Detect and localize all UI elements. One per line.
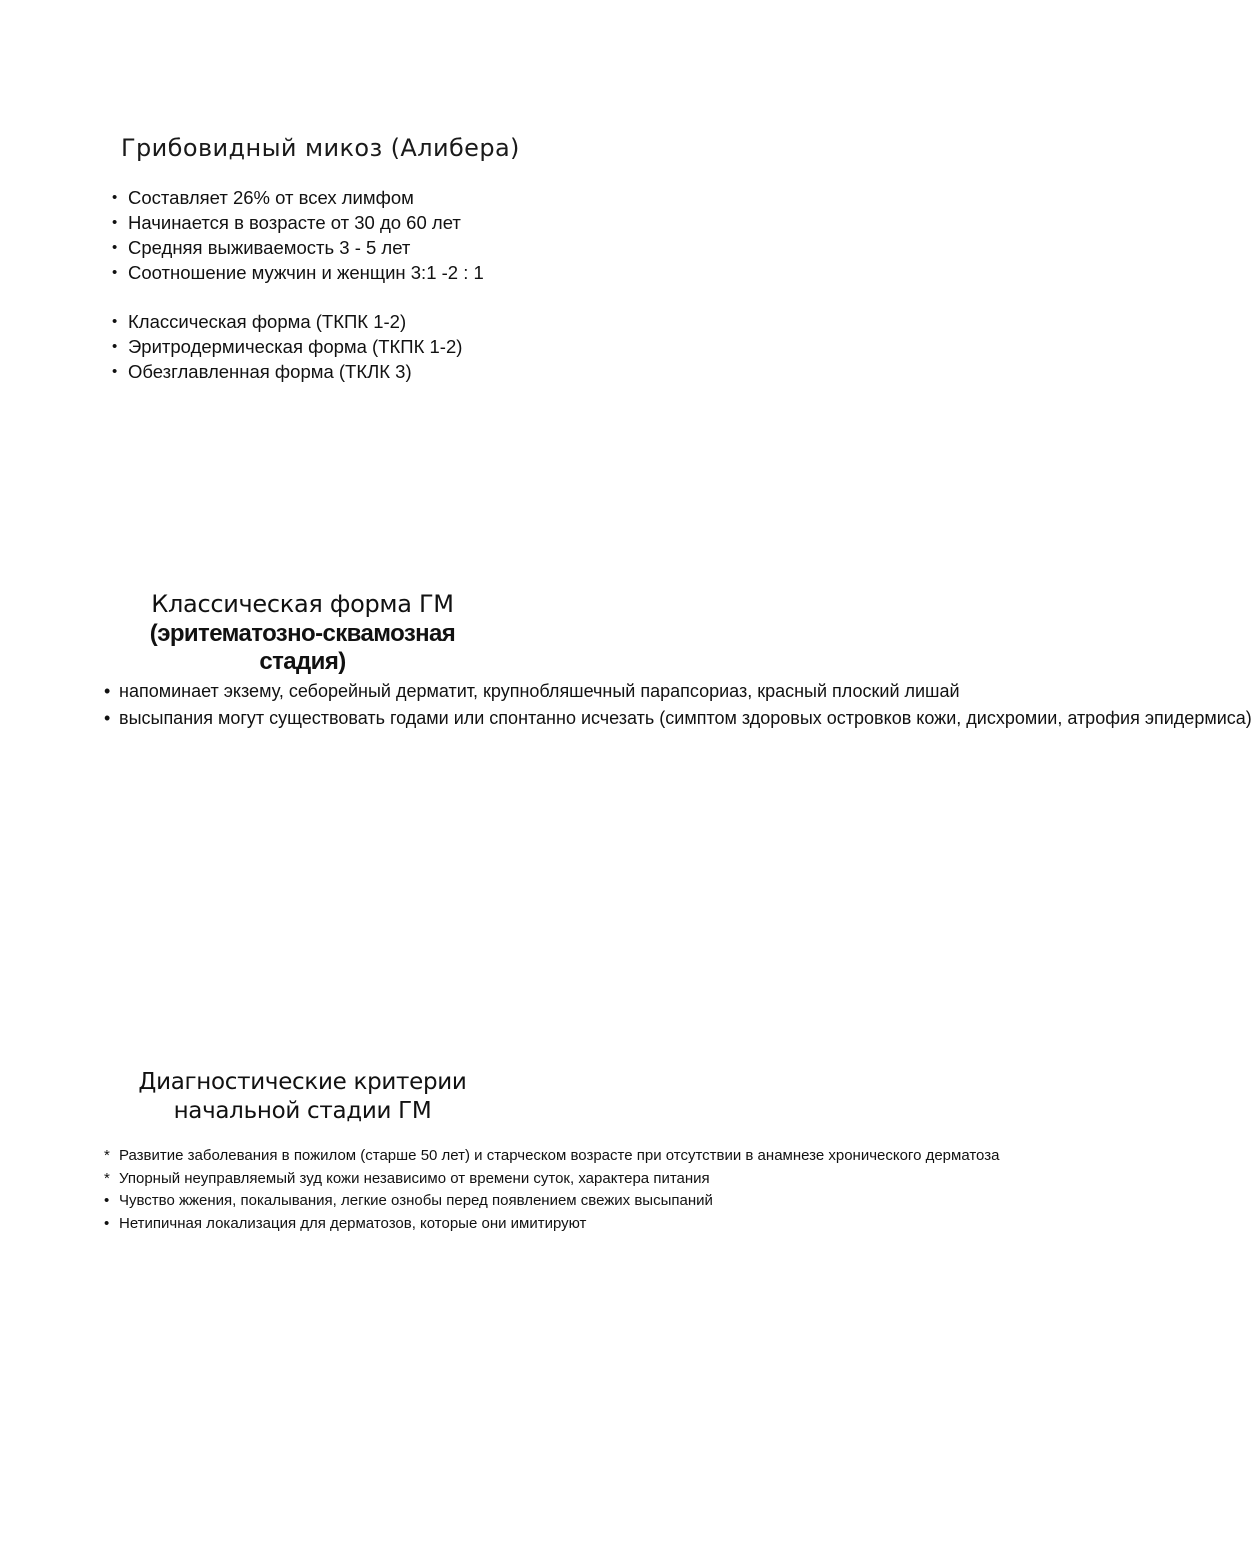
list-item: • Соотношение мужчин и женщин 3:1 -2 : 1 bbox=[112, 262, 484, 283]
asterisk-marker: * bbox=[104, 1169, 110, 1187]
list-item: • Эритродермическая форма (ТКПК 1-2) bbox=[112, 336, 463, 357]
bullet-icon: • bbox=[112, 214, 118, 231]
slide-1-title: Грибовидный микоз (Алибера) bbox=[121, 134, 520, 162]
stats-list bbox=[112, 185, 484, 285]
list-item: * Упорный неуправляемый зуд кожи независимо от времени суток, характера питания bbox=[104, 1169, 710, 1187]
forms-list bbox=[112, 309, 462, 384]
list-item: • Начинается в возрасте от 30 до 60 лет bbox=[112, 212, 461, 233]
list-item: • напоминает экзему, себорейный дерматит, крупнобляшечный парапсориаз, красный плоский лишай bbox=[104, 681, 960, 701]
bullet-icon: • bbox=[104, 1192, 110, 1209]
slide-3-title: Диагностические критерии начальной стадии ГМ bbox=[138, 1069, 467, 1124]
asterisk-marker: * bbox=[104, 1147, 110, 1164]
list-item: * Развитие заболевания в пожилом (старше 50 лет) и старческом возрасте при отсутствии в анамнезе хронического дерматоза bbox=[104, 1147, 1000, 1164]
bullet-icon: • bbox=[112, 363, 118, 380]
bullet-icon: • bbox=[112, 239, 118, 256]
bullet-icon: • bbox=[112, 338, 118, 355]
list-item: • Обезглавленная форма (ТКЛК 3) bbox=[112, 361, 412, 382]
list-item: • Классическая форма (ТКПК 1-2) bbox=[112, 311, 407, 332]
list-item: • Чувство жжения, покалывания, легкие ознобы перед появлением свежих высыпаний bbox=[104, 1192, 713, 1209]
bullet-icon: • bbox=[112, 264, 118, 281]
list-item: • Нетипичная локализация для дерматозов, которые они имитируют bbox=[104, 1214, 587, 1232]
bullet-icon: • bbox=[104, 681, 111, 701]
bullet-icon: • bbox=[112, 313, 118, 330]
list-item: • Составляет 26% от всех лимфом bbox=[112, 187, 414, 208]
list-item: • Средняя выживаемость 3 - 5 лет bbox=[112, 237, 411, 258]
slide-2-subtitle: (эритематозно-сквамозная стадия) bbox=[149, 620, 456, 675]
bullet-icon: • bbox=[104, 1214, 110, 1232]
list-item: • высыпания могут существовать годами или спонтанно исчезать (симптом здоровых островков кожи, дисхромии, атрофия эпидермиса) bbox=[104, 708, 1252, 728]
bullet-icon: • bbox=[104, 708, 111, 728]
slide-2-list bbox=[104, 680, 1252, 734]
bullet-icon: • bbox=[112, 189, 118, 206]
slide-2-title: Классическая форма ГМ bbox=[151, 590, 454, 618]
slide-3-list bbox=[104, 1147, 1000, 1237]
